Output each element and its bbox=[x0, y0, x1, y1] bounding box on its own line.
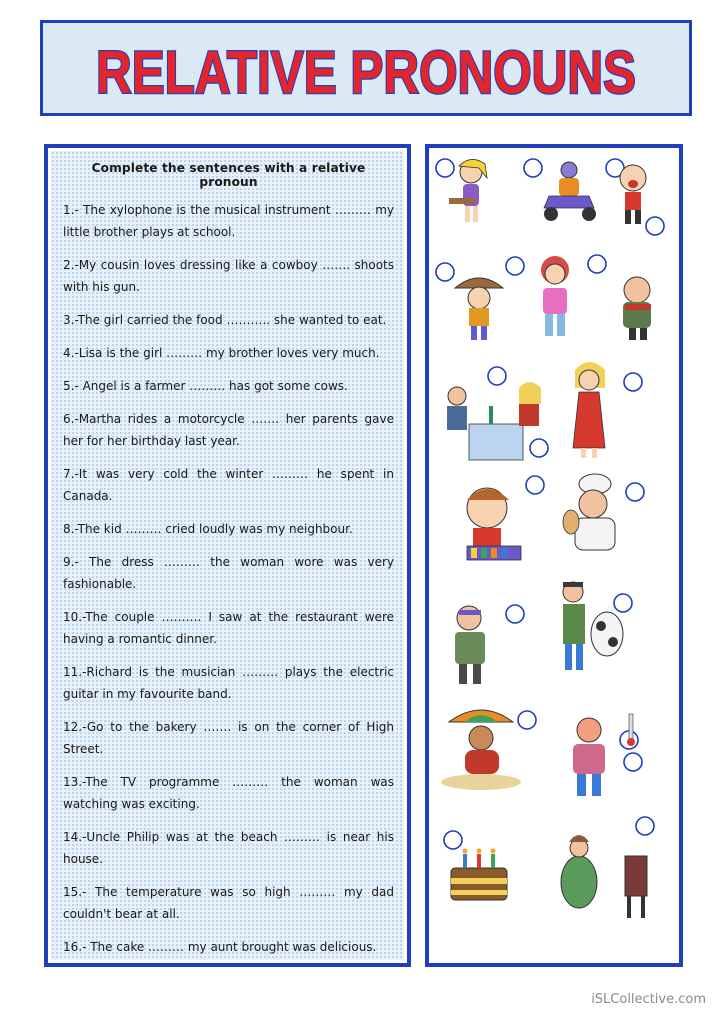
farmer-cow-picture bbox=[563, 582, 623, 670]
sentence-item: 8.-The kid ……… cried loudly was my neighbour. bbox=[63, 522, 353, 536]
answer-circle bbox=[614, 594, 632, 612]
sentence-item: 4.-Lisa is the girl ……… my brother loves very much. bbox=[63, 346, 380, 360]
answer-circle bbox=[624, 373, 642, 391]
woman-watching-tv-picture bbox=[561, 835, 647, 918]
exercise-content bbox=[51, 151, 404, 960]
worksheet-title: RELATIVE PRONOUNS bbox=[96, 39, 636, 106]
answer-circle bbox=[526, 476, 544, 494]
sentence-item: 13.-The TV programme ……… the woman was watching was exciting. bbox=[63, 775, 394, 811]
answer-circle bbox=[436, 159, 454, 177]
pictures-graphic bbox=[429, 148, 679, 963]
answer-circle bbox=[588, 255, 606, 273]
sentence-item: 16.- The cake ……… my aunt brought was delicious. bbox=[63, 940, 377, 954]
cowboy-picture bbox=[455, 278, 503, 340]
answer-circle bbox=[518, 711, 536, 729]
site-watermark: iSLCollective.com bbox=[591, 992, 706, 1007]
sentence-item: 12.-Go to the bakery ……. is on the corner of High Street. bbox=[63, 720, 394, 756]
answer-circle bbox=[488, 367, 506, 385]
uncle-picture bbox=[455, 606, 485, 684]
sentence-item: 14.-Uncle Philip was at the beach ……… is near his house. bbox=[63, 830, 394, 866]
woman-at-beach-picture bbox=[441, 710, 521, 790]
girl-in-pink-picture bbox=[541, 256, 569, 336]
sentence-item: 6.-Martha rides a motorcycle ……. her parents gave her for her birthday last year. bbox=[63, 412, 394, 448]
sentence-item: 3.-The girl carried the food ……….. she wanted to eat. bbox=[63, 313, 387, 327]
answer-circle bbox=[646, 217, 664, 235]
sentence-item: 2.-My cousin loves dressing like a cowboy ……. shoots with his gun. bbox=[63, 258, 394, 294]
answer-circle bbox=[624, 753, 642, 771]
title-banner bbox=[40, 20, 692, 116]
answer-circle bbox=[506, 257, 524, 275]
sentence-item: 15.- The temperature was so high ……… my dad couldn't bear at all. bbox=[63, 885, 394, 921]
sentence-item: 11.-Richard is the musician ……… plays the electric guitar in my favourite band. bbox=[63, 665, 394, 701]
romantic-dinner-picture bbox=[447, 382, 541, 460]
motorcycle-rider-picture bbox=[544, 162, 596, 221]
answer-circle bbox=[436, 263, 454, 281]
answer-circle bbox=[444, 831, 462, 849]
cold-man-picture bbox=[623, 277, 651, 340]
kid-xylophone-picture bbox=[467, 488, 521, 560]
answer-circle bbox=[506, 605, 524, 623]
answer-circle bbox=[530, 439, 548, 457]
sentence-item: 1.- The xylophone is the musical instrument ……… my little brother plays at school. bbox=[63, 203, 394, 239]
woman-red-dress-picture bbox=[573, 362, 605, 458]
sentence-item: 10.-The couple ………. I saw at the restaurant were having a romantic dinner. bbox=[63, 610, 394, 646]
sentence-item: 7.-It was very cold the winter ……… he spent in Canada. bbox=[63, 467, 394, 503]
instruction-text: Complete the sentences with a relative pronoun bbox=[91, 161, 366, 189]
title-graphic bbox=[43, 23, 689, 113]
sentence-list bbox=[63, 199, 394, 958]
hot-man-picture bbox=[573, 714, 635, 796]
exercise-panel bbox=[44, 144, 411, 967]
sentence-item: 9.- The dress ……… the woman wore was very fashionable. bbox=[63, 555, 394, 591]
answer-circle bbox=[636, 817, 654, 835]
sentence-item: 5.- Angel is a farmer ……… has got some cows. bbox=[63, 379, 348, 393]
answer-circle bbox=[626, 483, 644, 501]
pictures-panel bbox=[425, 144, 683, 967]
cake-picture bbox=[451, 849, 507, 901]
answer-circle bbox=[524, 159, 542, 177]
crying-kid-picture bbox=[620, 165, 646, 224]
baker-picture bbox=[563, 474, 615, 550]
